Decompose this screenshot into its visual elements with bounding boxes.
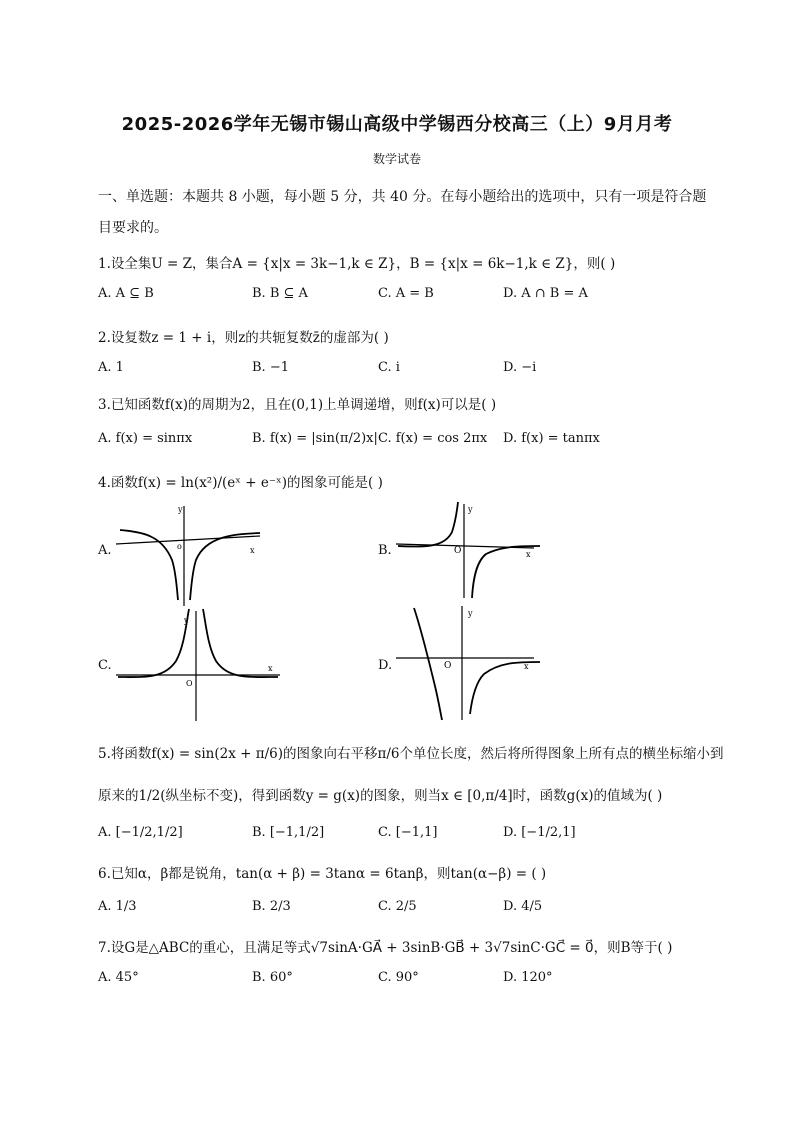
graph-a bbox=[114, 500, 264, 610]
graph-c-left-branch bbox=[118, 609, 189, 677]
question-4-option-d: D. bbox=[378, 658, 393, 673]
question-4-option-a: A. bbox=[98, 543, 112, 558]
question-1-option-d: D. A ∩ B = A bbox=[503, 286, 588, 301]
question-3-stem: 3.已知函数f(x)的周期为2，且在(0,1)上单调递增，则f(x)可以是( ) bbox=[98, 397, 497, 413]
graph-d-origin-label: O bbox=[444, 661, 452, 671]
question-5-option-d: D. [−1/2,1] bbox=[503, 825, 576, 840]
question-4-option-c: C. bbox=[98, 658, 112, 673]
question-5-option-a: A. [−1/2,1/2] bbox=[98, 825, 183, 840]
graph-a-x-label: x bbox=[250, 546, 255, 555]
question-6-option-a: A. 1/3 bbox=[98, 899, 137, 914]
question-6-option-d: D. 4/5 bbox=[503, 899, 543, 914]
question-7-stem: 7.设G是△ABC的重心，且满足等式√7sinA·GA⃗ + 3sinB·GB⃗ + 3√7sinC·GC⃗ = 0⃗，则B等于( ) bbox=[98, 940, 673, 956]
question-3-option-a: A. f(x) = sinπx bbox=[98, 431, 193, 446]
question-3-option-b: B. f(x) = |sin(π/2)x| bbox=[252, 431, 378, 446]
question-3-option-c: C. f(x) = cos 2πx bbox=[378, 431, 488, 446]
graph-d bbox=[394, 602, 544, 722]
graph-d-right-branch bbox=[470, 662, 540, 714]
question-2-option-d: D. −i bbox=[503, 360, 537, 375]
graph-d-y-label: y bbox=[468, 609, 473, 618]
page-title: 2025-2026学年无锡市锡山高级中学锡西分校高三（上）9月月考 bbox=[121, 114, 673, 135]
graph-c-x-label: x bbox=[268, 664, 273, 673]
section-heading-line1: 一、单选题：本题共 8 小题，每小题 5 分，共 40 分。在每小题给出的选项中，只有一项是符合题 bbox=[98, 189, 707, 205]
question-7-option-b: B. 60° bbox=[252, 970, 293, 985]
question-2-option-c: C. i bbox=[378, 360, 400, 375]
question-6-option-c: C. 2/5 bbox=[378, 899, 417, 914]
graph-c bbox=[114, 605, 284, 723]
section-heading-line2: 目要求的。 bbox=[98, 220, 168, 236]
graph-a-right-branch bbox=[190, 533, 260, 600]
question-4-option-b: B. bbox=[378, 543, 392, 558]
question-1-option-b: B. B ⊆ A bbox=[252, 286, 308, 301]
graph-b-y-label: y bbox=[468, 505, 473, 514]
graph-a-x-axis bbox=[116, 536, 260, 544]
question-6-stem: 6.已知α，β都是锐角，tan(α + β) = 3tanα = 6tanβ，则tan(α−β) = ( ) bbox=[98, 866, 547, 882]
graph-a-y-label: y bbox=[178, 505, 183, 514]
question-4-stem: 4.函数f(x) = ln(x²)/(eˣ + e⁻ˣ)的图象可能是( ) bbox=[98, 475, 383, 491]
graph-b-left-branch bbox=[398, 502, 458, 546]
question-1-stem: 1.设全集U = Z，集合A = {x|x = 3k−1,k ∈ Z}，B = {x|x = 6k−1,k ∈ Z}，则( ) bbox=[98, 256, 616, 272]
question-5-option-c: C. [−1,1] bbox=[378, 825, 438, 840]
question-2-stem: 2.设复数z = 1 + i，则z的共轭复数z̄的虚部为( ) bbox=[98, 330, 389, 346]
question-5-stem-line1: 5.将函数f(x) = sin(2x + π/6)的图象向右平移π/6个单位长度，然后将所得图象上所有点的横坐标缩小到 bbox=[98, 746, 724, 762]
question-5-stem-line2: 原来的1/2(纵坐标不变)，得到函数y = g(x)的图象，则当x ∈ [0,π/4]时，函数g(x)的值域为( ) bbox=[98, 788, 663, 804]
graph-b-x-label: x bbox=[526, 550, 531, 559]
question-1-option-a: A. A ⊆ B bbox=[98, 286, 154, 301]
graph-c-right-branch bbox=[203, 609, 278, 677]
graph-b-origin-label: O bbox=[454, 546, 462, 556]
question-7-option-a: A. 45° bbox=[98, 970, 139, 985]
graph-b bbox=[394, 500, 544, 600]
question-7-option-c: C. 90° bbox=[378, 970, 419, 985]
graph-c-y-label: y bbox=[184, 616, 189, 625]
page-subtitle: 数学试卷 bbox=[372, 152, 421, 166]
question-5-option-b: B. [−1,1/2] bbox=[252, 825, 325, 840]
graph-d-x-label: x bbox=[524, 662, 529, 671]
graph-d-left-branch bbox=[414, 608, 442, 720]
question-7-option-d: D. 120° bbox=[503, 970, 553, 985]
graph-c-origin-label: O bbox=[186, 679, 193, 688]
question-2-option-b: B. −1 bbox=[252, 360, 289, 375]
question-1-option-c: C. A = B bbox=[378, 286, 434, 301]
question-6-option-b: B. 2/3 bbox=[252, 899, 291, 914]
graph-a-origin-label: o bbox=[177, 542, 182, 551]
question-3-option-d: D. f(x) = tanπx bbox=[503, 431, 600, 446]
question-2-option-a: A. 1 bbox=[98, 360, 124, 375]
